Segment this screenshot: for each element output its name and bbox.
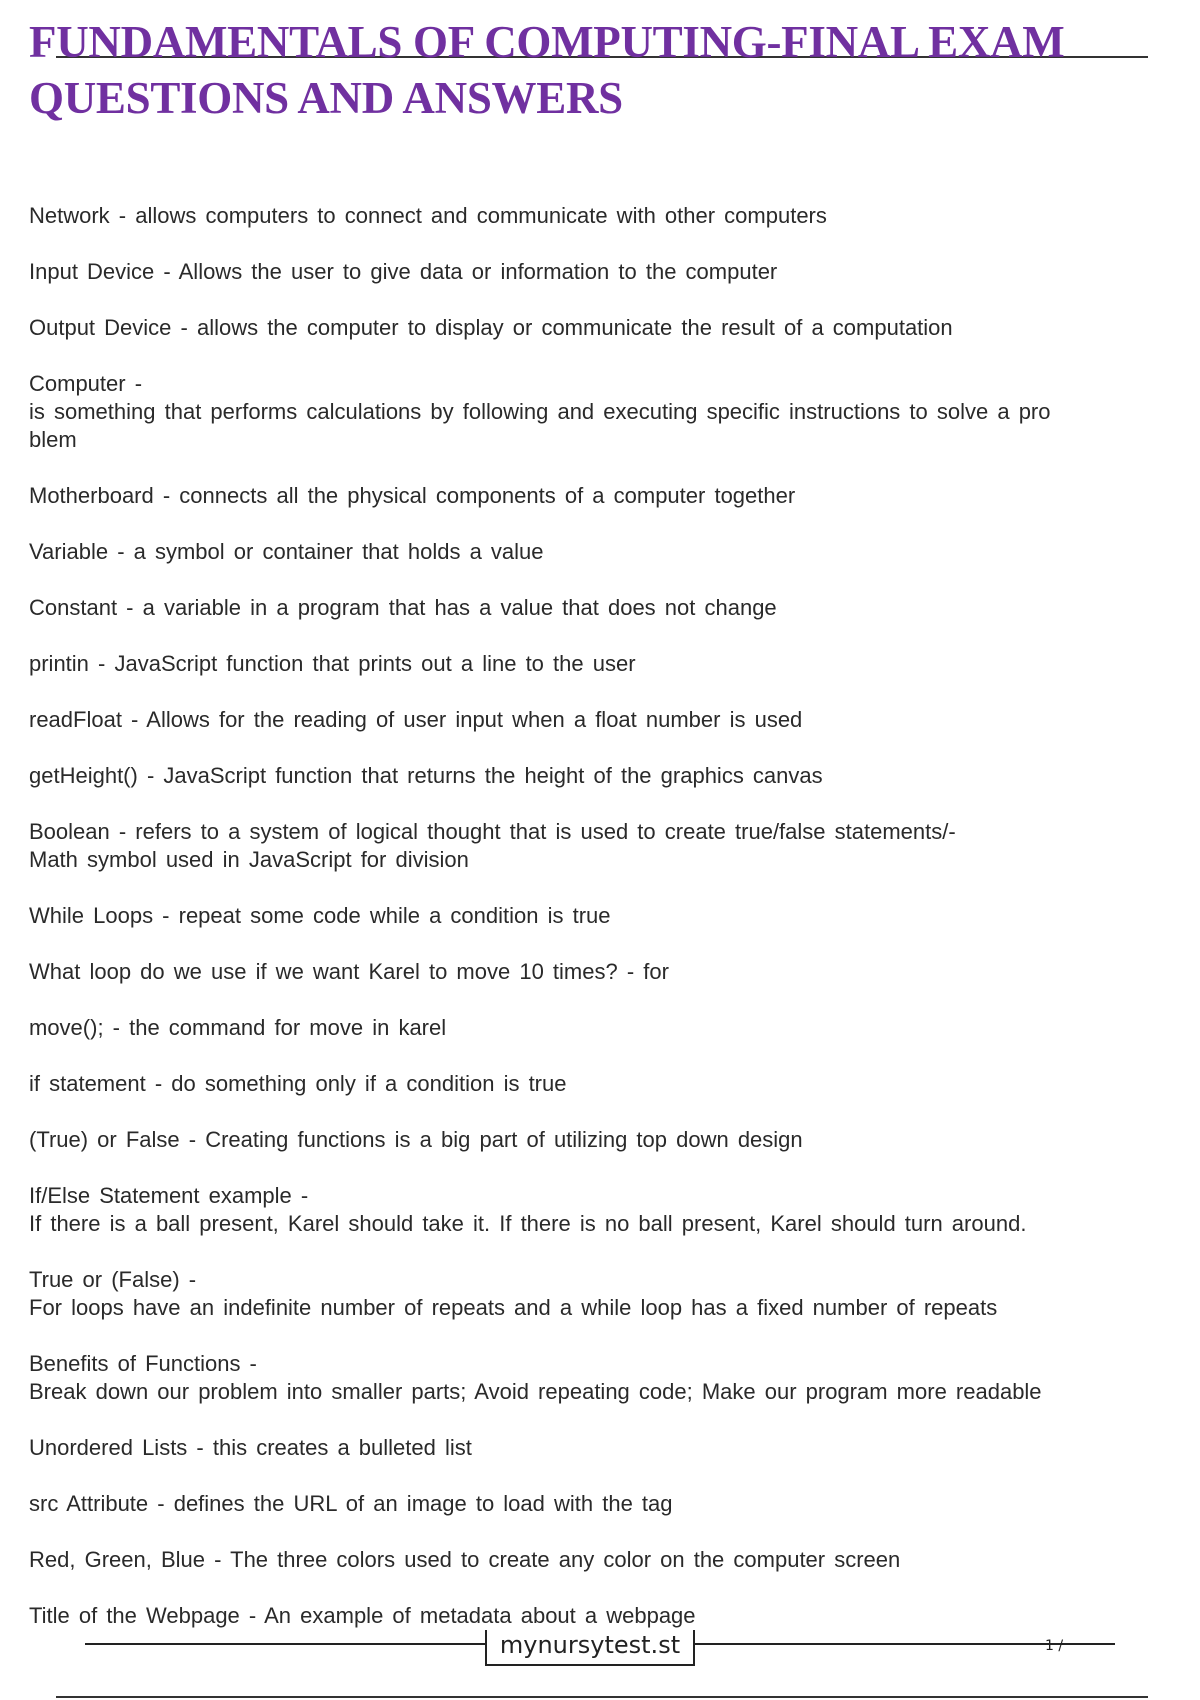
qa-entry: Output Device - allows the computer to display or communicate the result of a computation xyxy=(29,315,953,340)
qa-entry: Red, Green, Blue - The three colors used to create any color on the computer screen xyxy=(29,1547,901,1572)
qa-entry: Benefits of Functions - Break down our problem into smaller parts; Avoid repeating code; Make our program more readable xyxy=(29,1351,1042,1404)
qa-entry: Boolean - refers to a system of logical thought that is used to create true/false statements/- Math symbol used in JavaScript for division xyxy=(29,819,956,872)
qa-entry: While Loops - repeat some code while a condition is true xyxy=(29,903,611,928)
qa-entry: printin - JavaScript function that prints out a line to the user xyxy=(29,651,636,676)
qa-entry: readFloat - Allows for the reading of user input when a float number is used xyxy=(29,707,803,732)
qa-entry: True or (False) - For loops have an indefinite number of repeats and a while loop has a fixed number of repeats xyxy=(29,1267,998,1320)
qa-entry: If/Else Statement example - If there is a ball present, Karel should take it. If there is no ball present, Karel should turn around. xyxy=(29,1183,1027,1236)
qa-entry: (True) or False - Creating functions is a big part of utilizing top down design xyxy=(29,1127,803,1152)
qa-entry: Constant - a variable in a program that has a value that does not change xyxy=(29,595,777,620)
qa-entry: Title of the Webpage - An example of metadata about a webpage xyxy=(29,1603,696,1628)
qa-entry: What loop do we use if we want Karel to move 10 times? - for xyxy=(29,959,669,984)
qa-entry: Motherboard - connects all the physical components of a computer together xyxy=(29,483,796,508)
page-number: 1 / xyxy=(1045,1638,1064,1654)
qa-entry: Variable - a symbol or container that holds a value xyxy=(29,539,544,564)
qa-entry: Input Device - Allows the user to give data or information to the computer xyxy=(29,259,778,284)
qa-list xyxy=(29,202,1179,1658)
qa-entry: move(); - the command for move in karel xyxy=(29,1015,447,1040)
document-title: FUNDAMENTALS OF COMPUTING-FINAL EXAM QUESTIONS AND ANSWERS xyxy=(29,17,1065,123)
qa-entry: src Attribute - defines the URL of an image to load with the tag xyxy=(29,1491,673,1516)
qa-entry: Network - allows computers to connect and communicate with other computers xyxy=(29,203,827,228)
qa-entry: Unordered Lists - this creates a bulleted list xyxy=(29,1435,472,1460)
bottom-rule xyxy=(56,1696,1148,1698)
qa-entry: getHeight() - JavaScript function that returns the height of the graphics canvas xyxy=(29,763,823,788)
footer-watermark: mynursytest.st xyxy=(485,1630,695,1666)
qa-entry: if statement - do something only if a condition is true xyxy=(29,1071,567,1096)
qa-entry: Computer - is something that performs calculations by following and executing specific instructions to solve a pro blem xyxy=(29,371,1051,452)
